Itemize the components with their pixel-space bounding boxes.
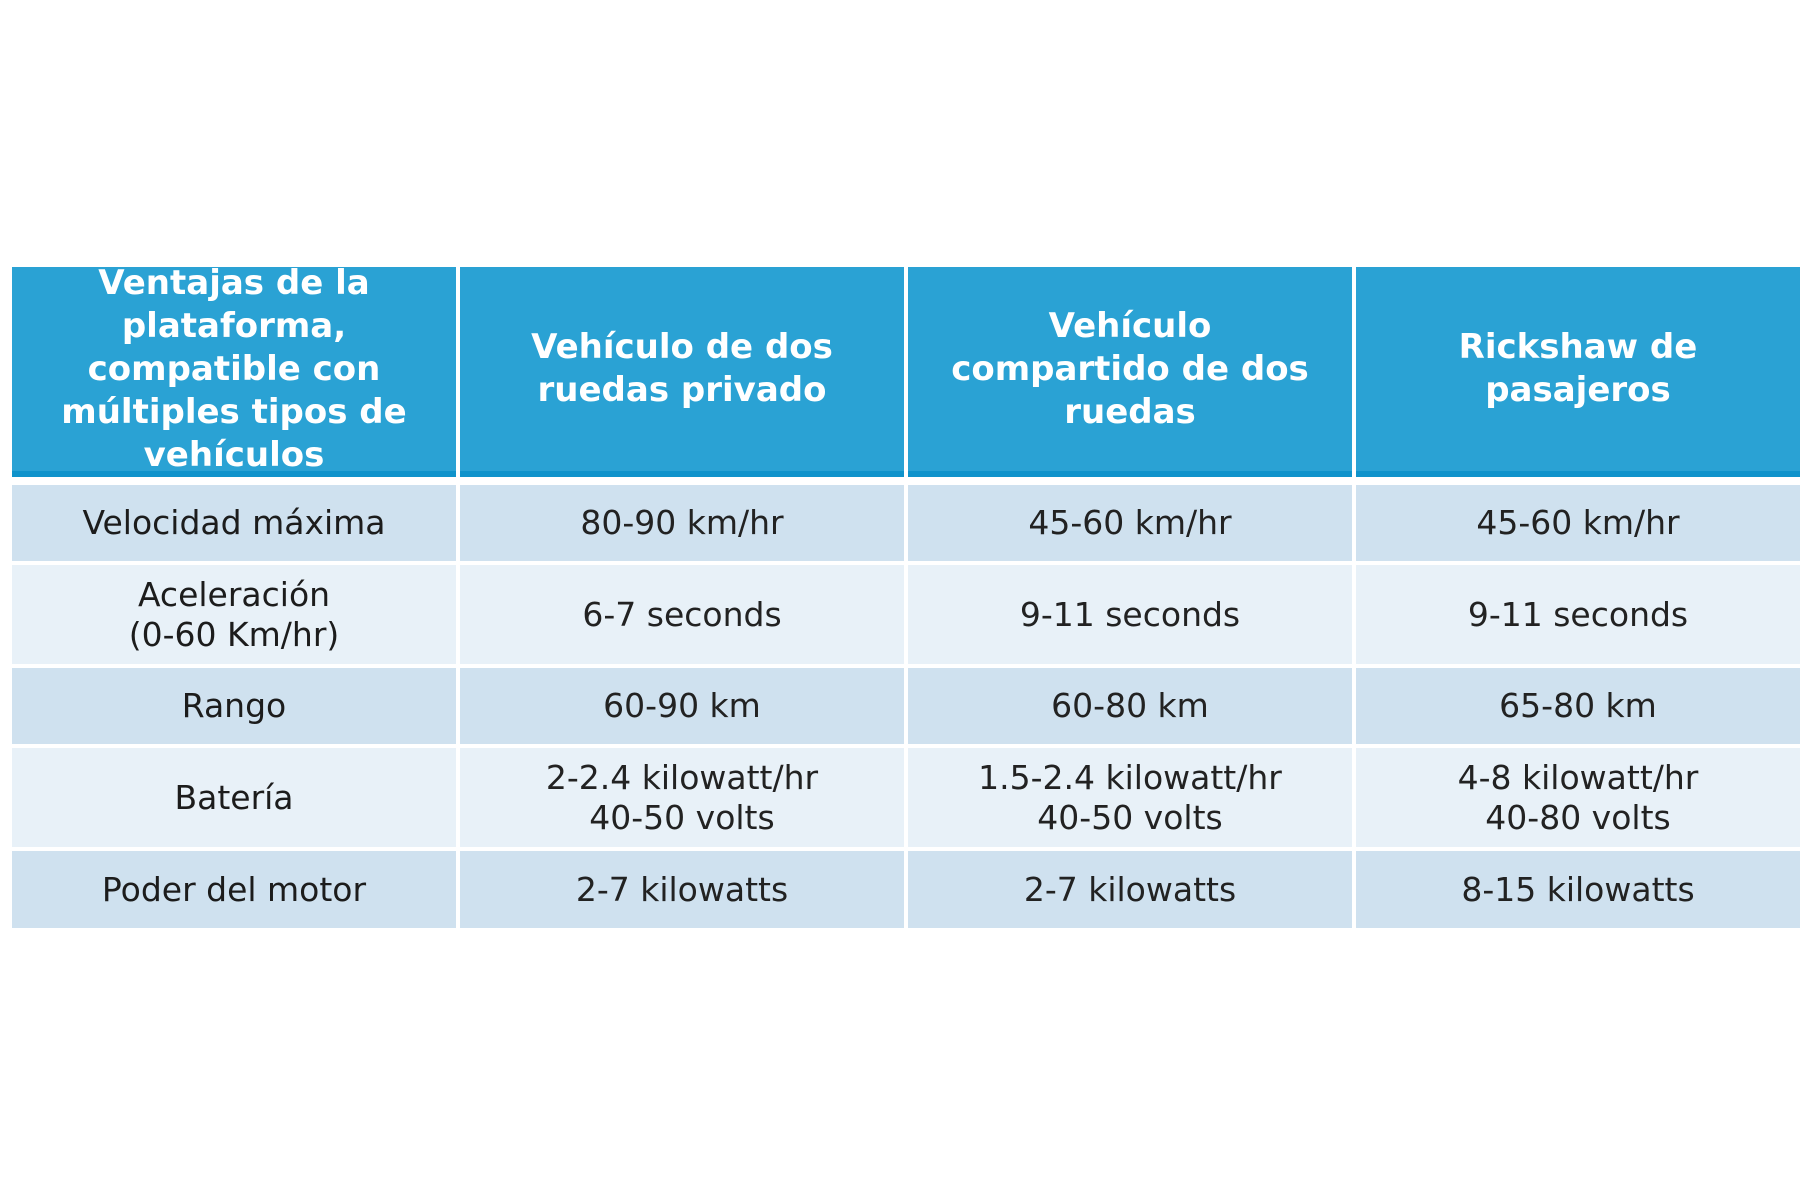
table-cell: 2-2.4 kilowatt/hr 40-50 volts xyxy=(460,748,904,847)
row-label-top-speed: Velocidad máxima xyxy=(12,485,456,561)
row-label-acceleration: Aceleración (0-60 Km/hr) xyxy=(12,565,456,664)
table-cell: 65-80 km xyxy=(1356,668,1800,744)
table-cell: 45-60 km/hr xyxy=(908,485,1352,561)
header-cell-shared-two-wheeler: Vehículo compartido de dos ruedas xyxy=(908,267,1352,477)
row-label-battery: Batería xyxy=(12,748,456,847)
table-cell: 8-15 kilowatts xyxy=(1356,851,1800,928)
row-label-range: Rango xyxy=(12,668,456,744)
table-cell: 80-90 km/hr xyxy=(460,485,904,561)
table-cell: 6-7 seconds xyxy=(460,565,904,664)
table-cell: 45-60 km/hr xyxy=(1356,485,1800,561)
table-cell: 60-90 km xyxy=(460,668,904,744)
header-cell-private-two-wheeler: Vehículo de dos ruedas privado xyxy=(460,267,904,477)
table-cell: 60-80 km xyxy=(908,668,1352,744)
header-cell-features: Ventajas de la plataforma, compatible con múltiples tipos de vehículos xyxy=(12,267,456,477)
comparison-table xyxy=(12,262,1792,932)
table-cell: 9-11 seconds xyxy=(908,565,1352,664)
table-cell: 4-8 kilowatt/hr 40-80 volts xyxy=(1356,748,1800,847)
table-cell: 2-7 kilowatts xyxy=(460,851,904,928)
row-label-motor-power: Poder del motor xyxy=(12,851,456,928)
table-cell: 9-11 seconds xyxy=(1356,565,1800,664)
table-cell: 2-7 kilowatts xyxy=(908,851,1352,928)
header-cell-passenger-rickshaw: Rickshaw de pasajeros xyxy=(1356,267,1800,477)
table-cell: 1.5-2.4 kilowatt/hr 40-50 volts xyxy=(908,748,1352,847)
